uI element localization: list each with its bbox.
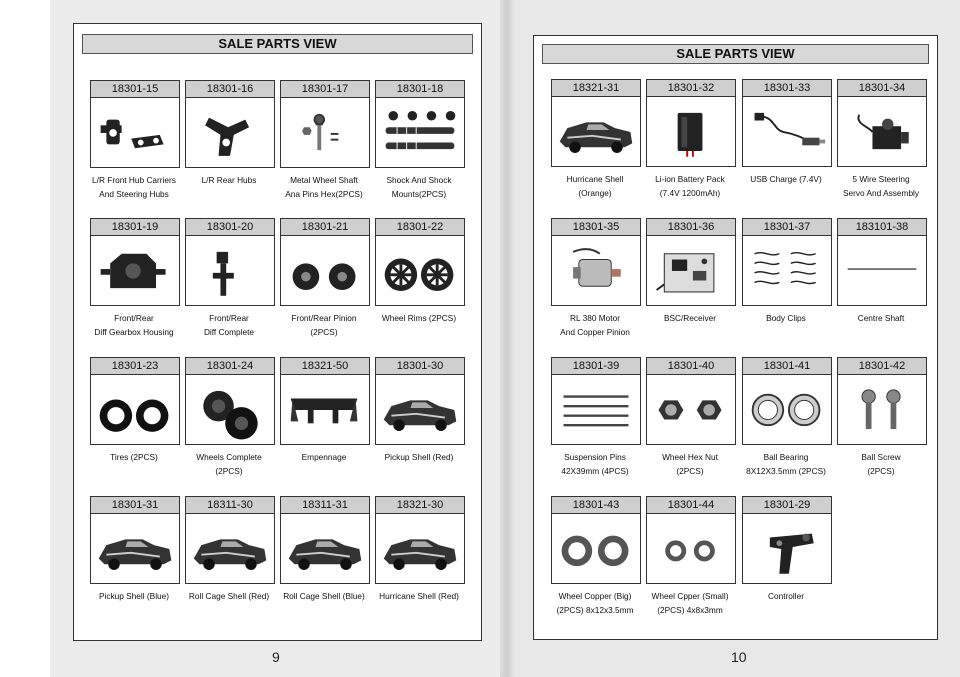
- part-caption: Shock And Shock: [386, 175, 452, 185]
- part-card: [375, 496, 465, 584]
- diff-icon: [188, 237, 272, 303]
- controller-icon: [745, 515, 829, 581]
- part-caption: Body Clips: [766, 313, 806, 323]
- part-card: [90, 357, 180, 445]
- part-caption: Diff Complete: [203, 327, 255, 337]
- part-code: 18301-16: [186, 81, 274, 98]
- hex-nut-icon: [649, 376, 733, 442]
- pinion-icon: [283, 237, 367, 303]
- part-code: 18301-22: [376, 219, 464, 236]
- motor-icon: [554, 237, 638, 303]
- part-code: 18301-30: [376, 358, 464, 375]
- part-card: [280, 218, 370, 306]
- part-card: [646, 496, 736, 584]
- part-caption: 42X39mm (4PCS): [561, 466, 629, 476]
- part-code: 18301-34: [838, 80, 926, 97]
- part-caption: Controller: [768, 591, 804, 601]
- part-card: [90, 218, 180, 306]
- wing-icon: [283, 376, 367, 442]
- suspension-pin-icon: [554, 376, 638, 442]
- part-caption: (2PCS): [310, 327, 338, 337]
- part-card: [646, 79, 736, 167]
- car-shell-icon: [378, 515, 462, 581]
- part-card: [742, 357, 832, 445]
- part-card: [280, 80, 370, 168]
- part-code: 18301-44: [647, 497, 735, 514]
- copper-ring-small-icon: [649, 515, 733, 581]
- part-code: 18301-21: [281, 219, 369, 236]
- part-card: [742, 218, 832, 306]
- part-caption: Ana Pins Hex(2PCS): [285, 189, 363, 199]
- part-card: [742, 79, 832, 167]
- usb-charger-icon: [745, 98, 829, 164]
- rear-hub-icon: [188, 99, 272, 165]
- part-card: [375, 357, 465, 445]
- part-code: 18301-17: [281, 81, 369, 98]
- part-caption: USB Charge (7.4V): [750, 174, 822, 184]
- part-caption: (Orange): [578, 188, 612, 198]
- part-card: [551, 218, 641, 306]
- part-caption: And Copper Pinion: [560, 327, 630, 337]
- page-number: 10: [731, 649, 747, 665]
- part-caption: Hurricane Shell: [566, 174, 624, 184]
- part-code: 18301-23: [91, 358, 179, 375]
- part-code: 18311-31: [281, 497, 369, 514]
- part-card: [185, 80, 275, 168]
- part-caption: 8X12X3.5mm (2PCS): [746, 466, 826, 476]
- panel-title: SALE PARTS VIEW: [542, 44, 929, 64]
- part-card: [837, 218, 927, 306]
- car-shell-icon: [378, 376, 462, 442]
- body-clip-icon: [745, 237, 829, 303]
- part-caption: L/R Rear Hubs: [201, 175, 257, 185]
- copper-ring-icon: [554, 515, 638, 581]
- ball-screw-icon: [840, 376, 924, 442]
- part-code: 18301-15: [91, 81, 179, 98]
- part-caption: Ball Bearing: [763, 452, 809, 462]
- part-caption: Wheel Copper (Big): [558, 591, 632, 601]
- shock-icon: [378, 99, 462, 165]
- part-caption: Pickup Shell (Red): [384, 452, 454, 462]
- part-code: 183101-38: [838, 219, 926, 236]
- part-caption: Wheel Hex Nut: [662, 452, 718, 462]
- part-caption: Front/Rear Pinion: [291, 313, 357, 323]
- part-code: 18311-30: [186, 497, 274, 514]
- part-caption: (2PCS) 8x12x3.5mm: [556, 605, 634, 615]
- part-caption: Suspension Pins: [564, 452, 626, 462]
- part-code: 18301-18: [376, 81, 464, 98]
- part-caption: Roll Cage Shell (Blue): [283, 591, 365, 601]
- car-shell-icon: [283, 515, 367, 581]
- part-card: [646, 357, 736, 445]
- receiver-board-icon: [649, 237, 733, 303]
- part-card: [375, 80, 465, 168]
- part-card: [90, 80, 180, 168]
- part-code: 18301-24: [186, 358, 274, 375]
- part-code: 18301-40: [647, 358, 735, 375]
- page-number: 9: [272, 649, 280, 665]
- part-code: 18301-41: [743, 358, 831, 375]
- centre-shaft-icon: [840, 237, 924, 303]
- part-code: 18301-43: [552, 497, 640, 514]
- part-caption: Li-ion Battery Pack: [655, 174, 725, 184]
- part-caption: BSC/Receiver: [663, 313, 717, 323]
- panel-title: SALE PARTS VIEW: [82, 34, 473, 54]
- part-card: [551, 357, 641, 445]
- wheel-icon: [188, 376, 272, 442]
- part-caption: Tires (2PCS): [110, 452, 158, 462]
- part-caption: Front/Rear: [114, 313, 154, 323]
- book-gutter: [500, 0, 514, 677]
- part-caption: Front/Rear: [209, 313, 249, 323]
- part-card: [280, 496, 370, 584]
- part-card: [185, 496, 275, 584]
- part-caption: Ball Screw: [861, 452, 901, 462]
- part-code: 18301-19: [91, 219, 179, 236]
- bearing-icon: [745, 376, 829, 442]
- part-code: 18301-31: [91, 497, 179, 514]
- part-caption: Mounts(2PCS): [391, 189, 447, 199]
- part-caption: Centre Shaft: [857, 313, 905, 323]
- part-caption: Hurricane Shell (Red): [379, 591, 459, 601]
- part-caption: (2PCS) 4x8x3mm: [657, 605, 723, 615]
- part-caption: Roll Cage Shell (Red): [188, 591, 270, 601]
- part-code: 18301-37: [743, 219, 831, 236]
- battery-icon: [649, 98, 733, 164]
- part-card: [185, 218, 275, 306]
- part-code: 18301-33: [743, 80, 831, 97]
- part-caption: (2PCS): [676, 466, 704, 476]
- part-card: [551, 496, 641, 584]
- servo-icon: [840, 98, 924, 164]
- part-caption: Empennage: [301, 452, 347, 462]
- part-code: 18301-36: [647, 219, 735, 236]
- part-caption: RL 380 Motor: [570, 313, 620, 323]
- part-caption: And Steering Hubs: [99, 189, 169, 199]
- part-caption: Wheel Rims (2PCS): [381, 313, 457, 323]
- part-code: 18301-35: [552, 219, 640, 236]
- part-code: 18301-42: [838, 358, 926, 375]
- part-caption: Servo And Assembly: [842, 188, 920, 198]
- gearbox-icon: [93, 237, 177, 303]
- car-shell-icon: [554, 98, 638, 164]
- part-card: [742, 496, 832, 584]
- part-code: 18301-29: [743, 497, 831, 514]
- rim-icon: [378, 237, 462, 303]
- page-margin: [0, 0, 50, 677]
- wheel-shaft-icon: [283, 99, 367, 165]
- part-caption: (7.4V 1200mAh): [659, 188, 721, 198]
- part-caption: Wheel Cpper (Small): [651, 591, 729, 601]
- part-card: [280, 357, 370, 445]
- part-code: 18301-39: [552, 358, 640, 375]
- part-card: [646, 218, 736, 306]
- part-caption: Wheels Complete: [196, 452, 262, 462]
- part-code: 18301-20: [186, 219, 274, 236]
- part-code: 18321-30: [376, 497, 464, 514]
- part-code: 18321-31: [552, 80, 640, 97]
- car-shell-icon: [93, 515, 177, 581]
- part-card: [837, 79, 927, 167]
- part-code: 18301-32: [647, 80, 735, 97]
- part-card: [837, 357, 927, 445]
- part-card: [375, 218, 465, 306]
- part-caption: L/R Front Hub Carriers: [92, 175, 176, 185]
- part-caption: Pickup Shell (Blue): [98, 591, 170, 601]
- part-caption: Metal Wheel Shaft: [290, 175, 358, 185]
- hub-carrier-icon: [93, 99, 177, 165]
- part-caption: 5 Wire Steering: [852, 174, 910, 184]
- part-caption: Diff Gearbox Housing: [94, 327, 174, 337]
- part-code: 18321-50: [281, 358, 369, 375]
- car-shell-icon: [188, 515, 272, 581]
- tire-icon: [93, 376, 177, 442]
- part-caption: (2PCS): [215, 466, 243, 476]
- part-card: [551, 79, 641, 167]
- part-card: [90, 496, 180, 584]
- part-caption: (2PCS): [867, 466, 895, 476]
- part-card: [185, 357, 275, 445]
